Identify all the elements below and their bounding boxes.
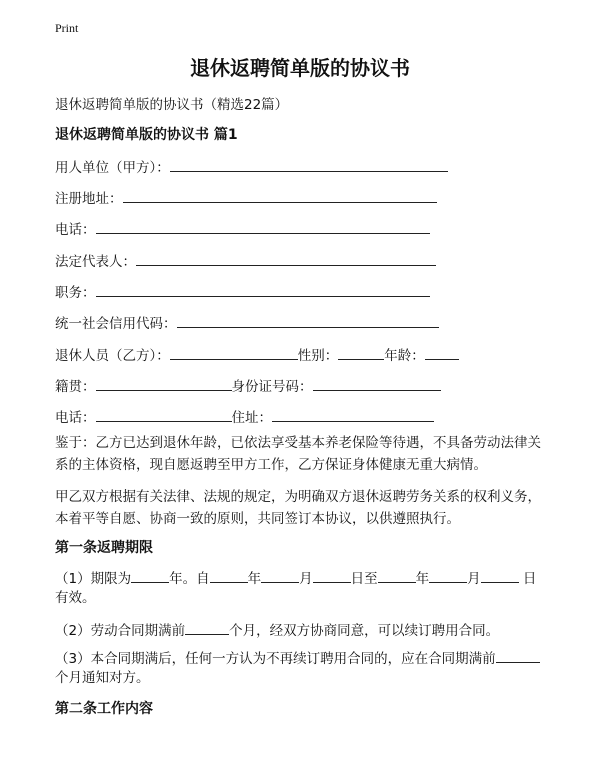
blank[interactable] bbox=[313, 568, 351, 583]
blank[interactable] bbox=[131, 568, 169, 583]
blank[interactable] bbox=[210, 568, 248, 583]
article2-heading: 第二条工作内容 bbox=[55, 701, 153, 717]
credit-code-blank[interactable] bbox=[177, 313, 439, 328]
text: 日至 bbox=[350, 571, 378, 587]
legal-rep-blank[interactable] bbox=[136, 251, 436, 266]
id-number-blank[interactable] bbox=[313, 376, 441, 391]
text: 月 bbox=[299, 571, 313, 587]
article1-item3 bbox=[55, 648, 545, 688]
text: 月 bbox=[467, 571, 481, 587]
text: 年 bbox=[415, 571, 430, 587]
text: 年 bbox=[247, 571, 262, 587]
field-label: 年龄： bbox=[384, 348, 425, 364]
field-label: 法定代表人： bbox=[55, 254, 136, 270]
retiree-row bbox=[55, 344, 459, 364]
legal-rep-row bbox=[55, 250, 436, 270]
field-label: 注册地址： bbox=[55, 191, 123, 207]
section-title: 退休返聘简单版的协议书 篇1 bbox=[55, 127, 238, 143]
text: （2）劳动合同期满前 bbox=[55, 623, 186, 639]
text: 日有效。 bbox=[55, 571, 537, 606]
blank[interactable] bbox=[429, 568, 467, 583]
article1-item2 bbox=[55, 619, 499, 639]
field-label: 电话： bbox=[55, 222, 96, 238]
blank[interactable] bbox=[496, 648, 540, 663]
phone-row bbox=[55, 218, 430, 238]
employer-row bbox=[55, 156, 448, 176]
print-link[interactable]: Print bbox=[55, 21, 79, 35]
phone-blank[interactable] bbox=[96, 219, 430, 234]
text: 年。自 bbox=[169, 571, 210, 587]
phone2-blank[interactable] bbox=[96, 407, 232, 422]
field-label: 住址： bbox=[231, 410, 272, 426]
position-row bbox=[55, 281, 430, 301]
para-whereas: 鉴于：乙方已达到退休年龄，已依法享受基本养老保险等待遇，不具备劳动法律关系的主体资格，现自愿返聘至甲方工作，乙方保证身体健康无重大病情。 bbox=[55, 435, 541, 473]
field-label: 性别： bbox=[297, 348, 339, 364]
credit-code-row bbox=[55, 312, 439, 332]
blank[interactable] bbox=[185, 620, 229, 635]
text: （3）本合同期满后，任何一方认为不再续订聘用合同的，应在合同期满前 bbox=[55, 651, 496, 667]
address-blank[interactable] bbox=[123, 188, 437, 203]
blank[interactable] bbox=[481, 568, 519, 583]
address-row bbox=[55, 187, 437, 207]
phone2-row bbox=[55, 406, 434, 426]
retiree-blank[interactable] bbox=[170, 345, 298, 360]
blank[interactable] bbox=[378, 568, 416, 583]
article1-item1 bbox=[55, 568, 545, 608]
field-label: 电话： bbox=[55, 410, 96, 426]
native-place-blank[interactable] bbox=[96, 376, 232, 391]
text: 个月通知对方。 bbox=[55, 670, 150, 686]
text: （1）期限为 bbox=[55, 571, 132, 587]
gender-blank[interactable] bbox=[338, 345, 384, 360]
field-label: 退休人员（乙方）： bbox=[55, 348, 170, 364]
field-label: 籍贯： bbox=[55, 379, 96, 395]
native-place-row bbox=[55, 375, 441, 395]
article1-heading: 第一条返聘期限 bbox=[55, 540, 153, 556]
para-agreement: 甲乙双方根据有关法律、法规的规定，为明确双方退休返聘劳务关系的权利义务，本着平等自愿、协商一致的原则，共同签订本协议，以供遵照执行。 bbox=[55, 489, 541, 527]
blank[interactable] bbox=[261, 568, 299, 583]
field-label: 统一社会信用代码： bbox=[55, 316, 177, 332]
text: 个月，经双方协商同意，可以续订聘用合同。 bbox=[229, 623, 500, 639]
residence-blank[interactable] bbox=[272, 407, 434, 422]
employer-blank[interactable] bbox=[170, 157, 448, 172]
document-title: 退休返聘简单版的协议书 bbox=[190, 56, 410, 80]
field-label: 用人单位（甲方）： bbox=[55, 160, 170, 176]
position-blank[interactable] bbox=[96, 282, 430, 297]
age-blank[interactable] bbox=[425, 345, 459, 360]
document-subtitle: 退休返聘简单版的协议书（精选22篇） bbox=[55, 97, 289, 113]
field-label: 身份证号码： bbox=[231, 379, 313, 395]
field-label: 职务： bbox=[55, 285, 96, 301]
